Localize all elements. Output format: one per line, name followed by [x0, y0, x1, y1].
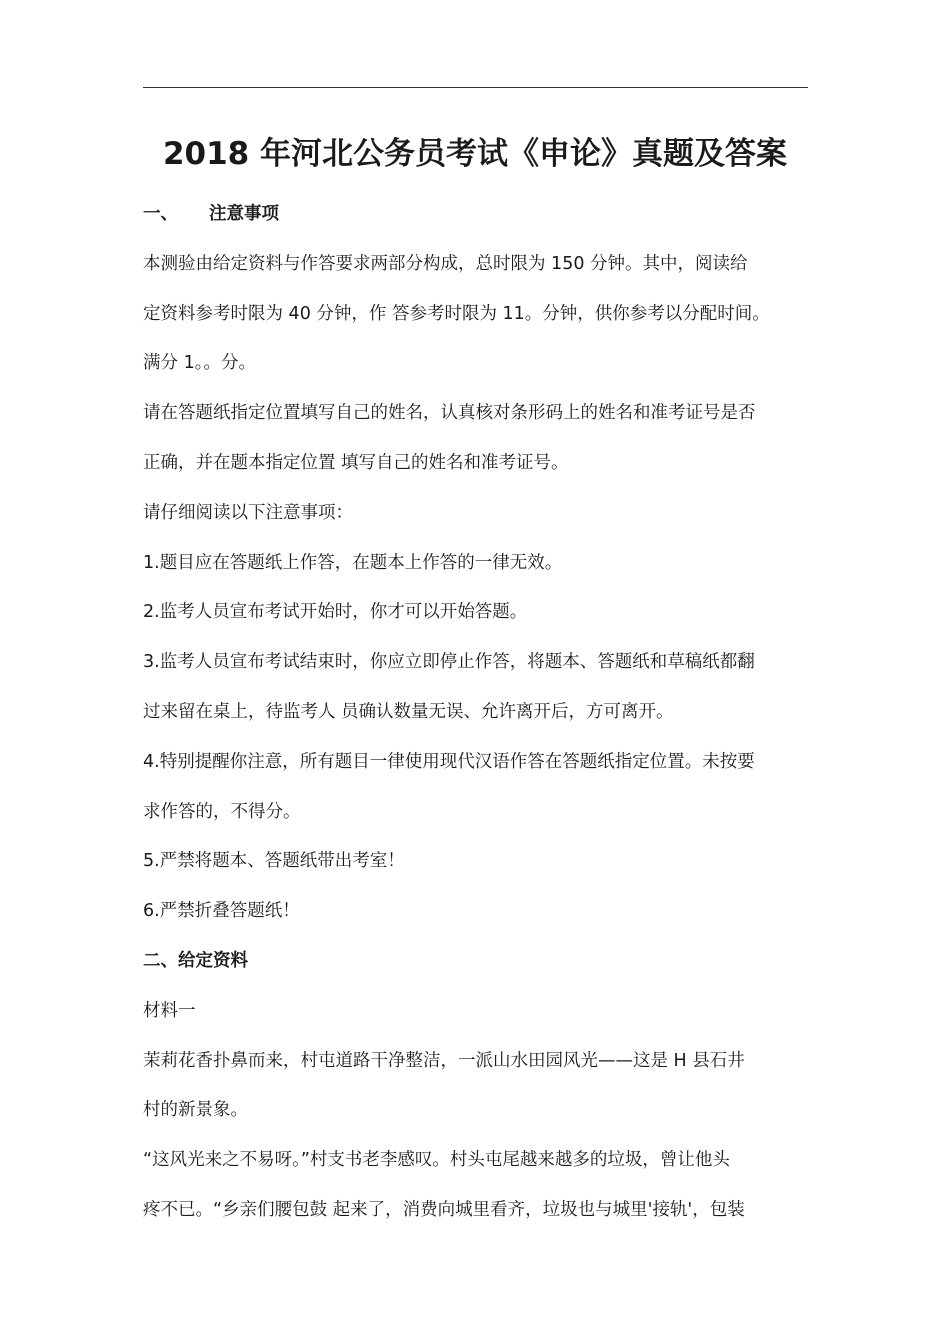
material-line: 村的新景象。: [143, 1100, 248, 1121]
section-heading-materials: 二、给定资料: [143, 950, 248, 971]
list-item: 1.题目应在答题纸上作答，在题本上作答的一律无效。: [143, 552, 563, 573]
material-line: 疼不已。“乡亲们腰包鼓 起来了，消费向城里看齐，垃圾也与城里'接轨'，包装: [143, 1199, 745, 1220]
paragraph-line: 正确，并在题本指定位置 填写自己的姓名和准考证号。: [143, 452, 569, 473]
document-title: 2018 年河北公务员考试《申论》真题及答案: [162, 136, 788, 172]
material-line: 茉莉花香扑鼻而来，村屯道路干净整洁，一派山水田园风光——这是 H 县石井: [143, 1050, 745, 1071]
list-item: 求作答的，不得分。: [143, 801, 301, 822]
list-item: 3.监考人员宣布考试结束时，你应立即停止作答，将题本、答题纸和草稿纸都翻: [143, 652, 755, 673]
list-item: 4.特别提醒你注意，所有题目一律使用现代汉语作答在答题纸指定位置。未按要: [143, 751, 755, 772]
list-item: 过来留在桌上，待监考人 员确认数量无误、允许离开后，方可离开。: [143, 701, 674, 722]
paragraph-line: 请仔细阅读以下注意事项：: [143, 502, 353, 523]
document-body: [143, 190, 810, 1236]
section-number: 一、: [143, 204, 178, 224]
material-label: 材料一: [143, 1000, 196, 1021]
section-title: 注意事项: [209, 204, 279, 224]
list-item: 2.监考人员宣布考试开始时，你才可以开始答题。: [143, 602, 528, 623]
list-item: 6.严禁折叠答题纸！: [143, 901, 300, 922]
paragraph-line: 满分 1。。分。: [143, 353, 256, 374]
material-line: “这风光来之不易呀。”村支书老李感叹。村头屯尾越来越多的垃圾，曾让他头: [143, 1150, 730, 1171]
paragraph-line: 定资料参考时限为 40 分钟，作 答参考时限为 11。分钟，供你参考以分配时间。: [143, 303, 770, 324]
list-item: 5.严禁将题本、答题纸带出考室！: [143, 851, 405, 872]
paragraph-line: 本测验由给定资料与作答要求两部分构成，总时限为 150 分钟。其中，阅读给: [143, 253, 748, 274]
paragraph-line: 请在答题纸指定位置填写自己的姓名，认真核对条形码上的姓名和准考证号是否: [143, 403, 756, 424]
section-heading-notes: [143, 190, 810, 240]
header-rule: [143, 87, 808, 88]
